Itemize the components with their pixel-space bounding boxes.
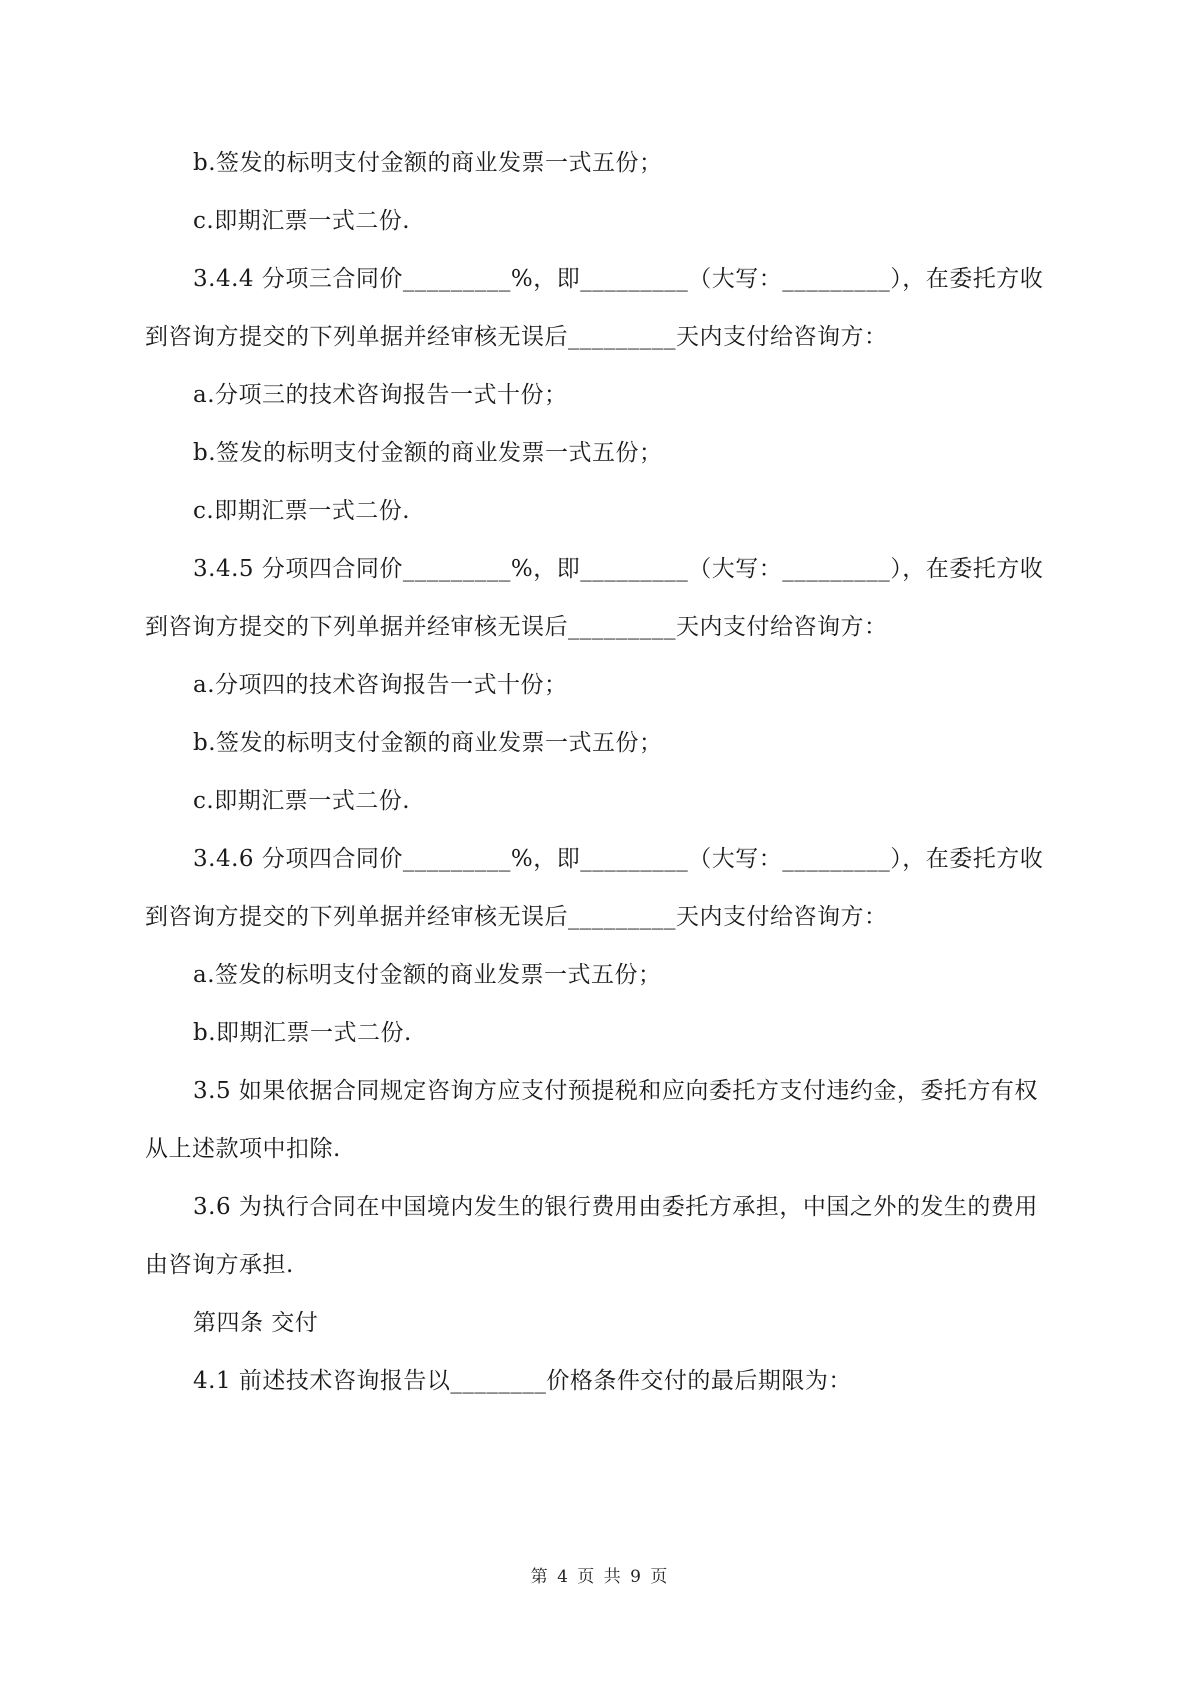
paragraph-line: b.即期汇票一式二份. [193, 1020, 412, 1046]
section-heading: 第四条 交付 [193, 1310, 319, 1336]
paragraph-line: 从上述款项中扣除. [145, 1136, 341, 1162]
paragraph-line: b.签发的标明支付金额的商业发票一式五份； [193, 440, 663, 466]
clause-3-4-6-line: 3.4.6 分项四合同价_________%，即_________（大写：_________），在委托方收 [193, 846, 1044, 872]
paragraph-line: a.分项四的技术咨询报告一式十份； [193, 672, 568, 698]
paragraph-line: 到咨询方提交的下列单据并经审核无误后_________天内支付给咨询方： [145, 614, 888, 640]
paragraph-line: b.签发的标明支付金额的商业发票一式五份； [193, 150, 663, 176]
paragraph-line: c.即期汇票一式二份. [193, 788, 411, 814]
clause-3-5-line: 3.5 如果依据合同规定咨询方应支付预提税和应向委托方支付违约金，委托方有权 [193, 1078, 1038, 1104]
paragraph-line: 由咨询方承担. [145, 1252, 294, 1278]
clause-3-4-4-line: 3.4.4 分项三合同价_________%，即_________（大写：_________），在委托方收 [193, 266, 1044, 292]
clause-3-6-line: 3.6 为执行合同在中国境内发生的银行费用由委托方承担，中国之外的发生的费用 [193, 1194, 1038, 1220]
page-number-footer: 第 4 页 共 9 页 [530, 1567, 670, 1587]
paragraph-line: 到咨询方提交的下列单据并经审核无误后_________天内支付给咨询方： [145, 904, 888, 930]
paragraph-line: a.分项三的技术咨询报告一式十份； [193, 382, 568, 408]
clause-4-1-line: 4.1 前述技术咨询报告以________价格条件交付的最后期限为： [193, 1368, 852, 1394]
paragraph-line: c.即期汇票一式二份. [193, 498, 411, 524]
paragraph-line: c.即期汇票一式二份. [193, 208, 411, 234]
paragraph-line: a.签发的标明支付金额的商业发票一式五份； [193, 962, 662, 988]
clause-3-4-5-line: 3.4.5 分项四合同价_________%，即_________（大写：_________），在委托方收 [193, 556, 1044, 582]
paragraph-line: 到咨询方提交的下列单据并经审核无误后_________天内支付给咨询方： [145, 324, 888, 350]
paragraph-line: b.签发的标明支付金额的商业发票一式五份； [193, 730, 663, 756]
